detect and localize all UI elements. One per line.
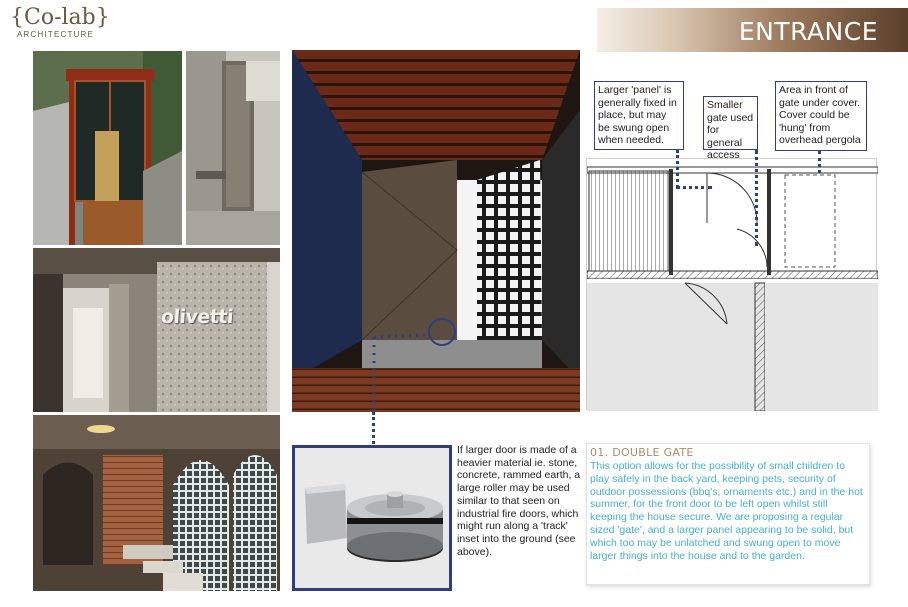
callout-smaller-gate: Smaller gate used for general access bbox=[703, 96, 758, 150]
concrete-wall-image bbox=[186, 51, 280, 245]
connector-gate-callout bbox=[755, 150, 758, 246]
olivetti-sign: olivetti bbox=[160, 306, 234, 328]
page-title: ENTRANCE bbox=[738, 17, 878, 46]
photo-glass-door bbox=[33, 51, 182, 245]
description-panel bbox=[586, 443, 870, 585]
callout-larger-panel: Larger 'panel' is generally fixed in place, but may be swung open when needed. bbox=[594, 81, 684, 150]
callout-cover-area: Area in front of gate under cover. Cover could be 'hung' from overhead pergola bbox=[775, 81, 867, 151]
logo-subtitle: ARCHITECTURE bbox=[17, 30, 95, 39]
arched-gate-image bbox=[33, 415, 280, 591]
plan-drawing bbox=[587, 159, 878, 411]
logo-wordmark: {Co-lab} bbox=[10, 5, 110, 30]
olivetti-image bbox=[33, 248, 280, 412]
connector-panel-horizontal bbox=[676, 186, 712, 189]
header-banner bbox=[597, 8, 908, 52]
render-image bbox=[292, 50, 580, 412]
roller-note: If larger door is made of a heavier material ie. stone, concrete, rammed earth, a large roller may be used similar to that seen on industrial fire doors, which might run along a 'track' inset into the ground (see above). bbox=[457, 444, 581, 558]
render-double-gate bbox=[292, 50, 580, 412]
connector-cover-callout bbox=[818, 151, 821, 173]
connector-panel-callout bbox=[676, 150, 679, 188]
glass-door-image bbox=[33, 51, 182, 245]
company-logo bbox=[10, 5, 110, 39]
photo-concrete-wall bbox=[186, 51, 280, 245]
photo-olivetti-entrance bbox=[33, 248, 280, 412]
photo-arched-gate-interior bbox=[33, 415, 280, 591]
roller-image bbox=[295, 448, 449, 588]
description-title: 01. DOUBLE GATE bbox=[590, 446, 694, 459]
description-body: This option allows for the possibility of small children to play safely in the back yard, keeping pets, security of outdoor possessions (bbq's, ornaments etc.) and in the hot summer, for the front door to be left open whilst still keeping the house secure. We are proposing a regular sized 'gate', and a larger panel appearing to be solid, but which too may be unlatched and swung open to move larger things into the house and to the garden. bbox=[590, 460, 863, 562]
photo-door-roller bbox=[292, 445, 452, 591]
floor-plan bbox=[586, 158, 877, 410]
connector-render-roller bbox=[372, 412, 375, 444]
